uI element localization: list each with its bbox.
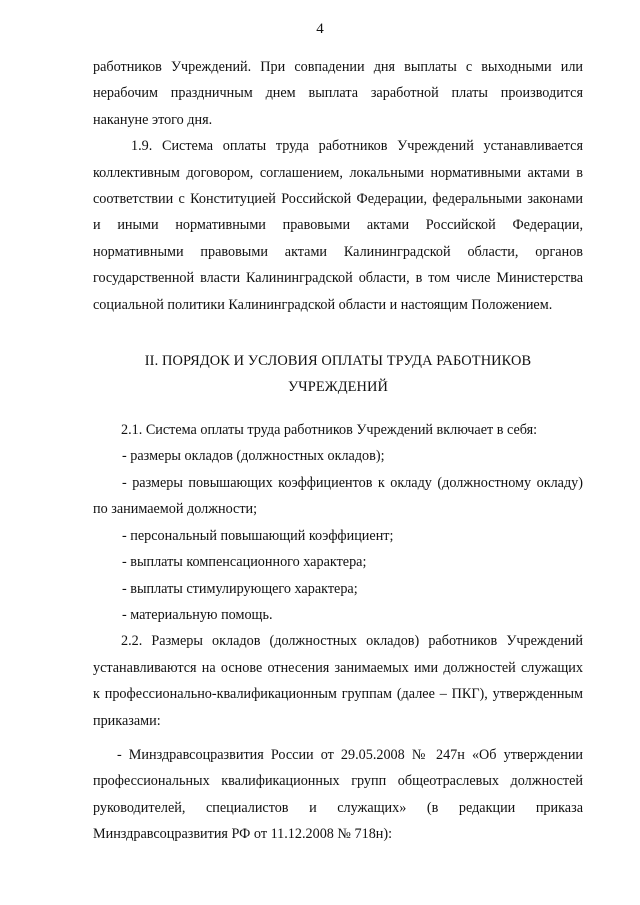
list-item: - размеры окладов (должностных окладов);	[122, 448, 385, 465]
text-line: приказами:	[93, 712, 161, 729]
paragraph-1-8-continuation	[93, 54, 583, 133]
paragraph-2-1	[93, 417, 583, 628]
text-line: нормативными правовыми актами Калининградской области, органов	[93, 243, 583, 260]
text-line: 1.9. Система оплаты труда работников Учреждений устанавливается	[131, 138, 583, 155]
list-item: - размеры повышающих коэффициентов к окладу (должностному окладу)	[122, 474, 583, 491]
text-line: руководителей, специалистов и служащих» (в редакции приказа	[93, 799, 583, 816]
list-item: - Минздравсоцразвития России от 29.05.2008 № 247н «Об утверждении	[117, 746, 583, 763]
paragraph-2-2	[93, 628, 583, 734]
text-line: Минздравсоцразвития РФ от 11.12.2008 № 718н):	[93, 826, 393, 843]
document-body	[93, 54, 583, 848]
paragraph-2-2-item-1	[93, 742, 583, 848]
text-line: устанавливаются на основе отнесения занимаемых ими должностей служащих	[93, 659, 583, 676]
text-line: к профессионально-квалификационным группам (далее – ПКГ), утвержденным	[93, 686, 583, 703]
paragraph-1-9	[93, 133, 583, 318]
heading-line: II. ПОРЯДОК И УСЛОВИЯ ОПЛАТЫ ТРУДА РАБОТНИКОВ	[144, 353, 532, 370]
list-item: - персональный повышающий коэффициент;	[122, 527, 394, 544]
text-line: коллективным договором, соглашением, локальными нормативными актами в	[93, 164, 583, 181]
text-line: по занимаемой должности;	[93, 501, 258, 518]
text-line: и иными нормативными правовыми актами Российской Федерации,	[93, 217, 583, 234]
list-item: - материальную помощь.	[122, 606, 273, 623]
text-line: 2.1. Система оплаты труда работников Учреждений включает в себя:	[121, 422, 538, 439]
text-line: работников Учреждений. При совпадении дня выплаты с выходными или	[93, 59, 583, 75]
page-number: 4	[316, 21, 324, 37]
text-line: соответствии с Конституцией Российской Федерации, федеральными законами	[93, 191, 583, 208]
section-2-heading	[93, 348, 583, 400]
text-line: социальной политики Калининградской области и настоящим Положением.	[93, 296, 553, 313]
list-item: - выплаты компенсационного характера;	[122, 554, 367, 571]
text-line: государственной власти Калининградской области, в том числе Министерства	[93, 270, 583, 287]
text-line: профессиональных квалификационных групп общеотраслевых должностей	[93, 773, 583, 790]
text-line: нерабочим праздничным днем выплата заработной платы производится	[93, 85, 583, 102]
list-item: - выплаты стимулирующего характера;	[122, 580, 358, 597]
heading-line: УЧРЕЖДЕНИЙ	[287, 379, 388, 396]
text-line: 2.2. Размеры окладов (должностных окладов) работников Учреждений	[121, 633, 583, 650]
text-line: накануне этого дня.	[93, 111, 213, 128]
